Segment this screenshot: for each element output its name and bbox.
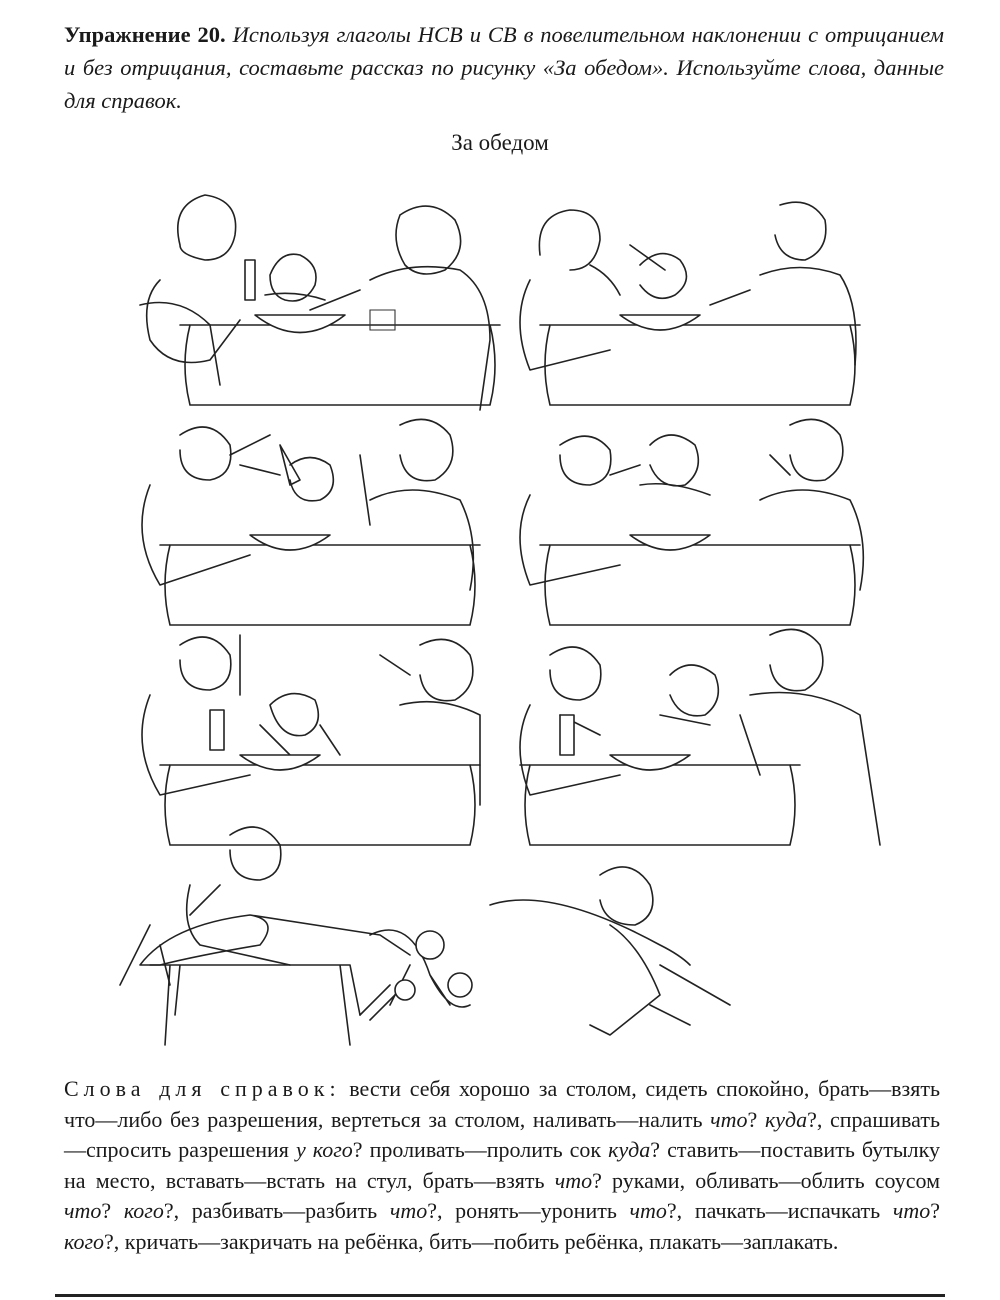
- reference-question-word: куда: [764, 1106, 808, 1132]
- reference-question-word: что: [710, 1106, 748, 1132]
- exercise-text: Используя глаголы НСВ и СВ в повелительном наклонении с отрицанием и без отрицания, составьте рассказ по рисунку «За обедом». Используйте слова, данные для справок.: [64, 22, 944, 113]
- reference-fragment: ?, пачкать—испачкать: [666, 1198, 893, 1223]
- reference-fragment: ?: [747, 1106, 765, 1132]
- reference-question-word: у кого: [295, 1137, 353, 1162]
- reference-fragment: ?, кричать—закричать на ребёнка, бить—побить ребёнка, плакать—заплакать.: [104, 1228, 839, 1254]
- reference-fragment: вести себя хорошо за столом, сидеть спокойно, брать—взять что—либо без разрешения, вертеться за столом, наливать—налить: [64, 1076, 940, 1132]
- reference-question-word: что: [64, 1198, 102, 1223]
- panel-6: [520, 629, 880, 845]
- reference-question-word: что: [389, 1198, 428, 1223]
- picture-title: За обедом: [451, 130, 549, 155]
- panel-3: [142, 419, 480, 625]
- panel-4: [520, 419, 863, 625]
- reference-question-word: что: [892, 1198, 931, 1223]
- reference-label: Слова для справок:: [64, 1076, 341, 1101]
- exercise-label: Упражнение 20.: [64, 22, 226, 47]
- reference-fragment: ?: [101, 1198, 124, 1223]
- dinner-comic-illustration: [40, 175, 960, 1055]
- reference-words: [64, 1074, 940, 1257]
- page-bottom-rule: [55, 1294, 945, 1297]
- panel-7: [120, 827, 730, 1045]
- reference-fragment: ?, разбивать—разбить: [163, 1198, 390, 1223]
- exercise-instruction: [64, 18, 944, 117]
- reference-fragment: ?, ронять—уронить: [427, 1198, 630, 1223]
- comic-drawing: [40, 175, 960, 1055]
- panel-2: [520, 202, 860, 405]
- panel-5: [142, 635, 480, 845]
- reference-question-word: что: [554, 1167, 593, 1193]
- reference-question-word: кого: [123, 1198, 164, 1223]
- reference-fragment: ? руками, обливать—облить соусом: [592, 1167, 940, 1193]
- reference-question-word: куда: [608, 1137, 651, 1162]
- reference-text: [64, 1076, 940, 1254]
- panel-1: [140, 195, 500, 410]
- reference-question-word: что: [629, 1198, 667, 1223]
- reference-fragment: ? ставить—поставить бутылку на место, вставать—встать на стул, брать—взять: [64, 1137, 940, 1193]
- reference-fragment: ? проливать—пролить сок: [352, 1137, 609, 1162]
- reference-fragment: ?: [930, 1198, 941, 1223]
- reference-question-word: кого: [64, 1228, 105, 1254]
- reference-fragment: ?, спрашивать—спросить разрешения: [64, 1106, 940, 1162]
